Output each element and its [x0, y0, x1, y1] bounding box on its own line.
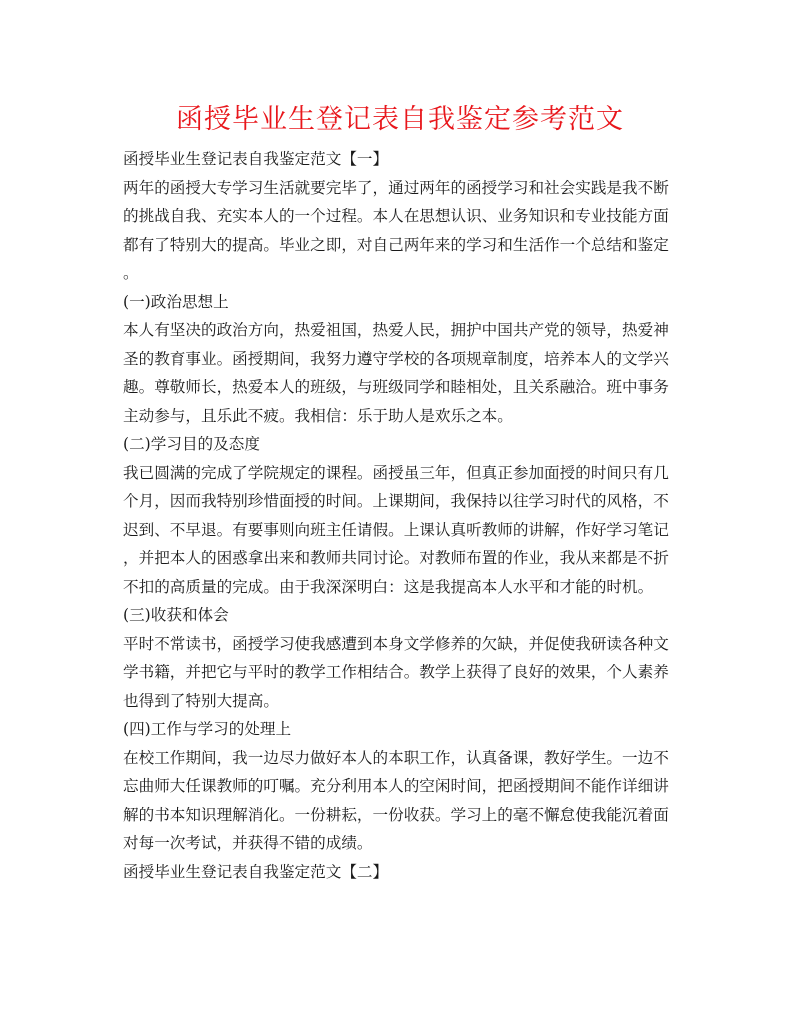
paragraph-line: 个月，因而我特别珍惜面授的时间。上课期间，我保持以往学习时代的风格，不 [123, 492, 669, 510]
paragraph-line: 两年的函授大专学习生活就要完毕了，通过两年的函授学习和社会实践是我不断 [123, 178, 669, 197]
subsection-heading-gains: (三)收获和体会 [123, 606, 229, 624]
document-title: 函授毕业生登记表自我鉴定参考范文 [176, 104, 624, 135]
paragraph-line: ，并把本人的困惑拿出来和教师共同讨论。对教师布置的作业，我从来都是不折 [123, 549, 669, 567]
subsection-heading-politics: (一)政治思想上 [123, 292, 229, 311]
paragraph-line: 学书籍，并把它与平时的教学工作相结合。教学上获得了良好的效果，个人素养 [123, 663, 669, 681]
paragraph-line: 平时不常读书，函授学习使我感遭到本身文学修养的欠缺，并促使我研读各种文 [123, 634, 669, 653]
section-heading-2: 函授毕业生登记表自我鉴定范文【二】 [123, 862, 389, 881]
paragraph-line: 的挑战自我、充实本人的一个过程。本人在思想认识、业务知识和专业技能方面 [123, 207, 669, 225]
paragraph-line: 。 [123, 264, 139, 282]
paragraph-line: 解的书本知识理解消化。一份耕耘，一份收获。学习上的毫不懈怠使我能沉着面 [123, 805, 669, 824]
paragraph-line: 不扣的高质量的完成。由于我深深明白：这是我提高本人水平和才能的时机。 [123, 577, 654, 596]
paragraph-line: 我已圆满的完成了学院规定的课程。函授虽三年，但真正参加面授的时间只有几 [123, 463, 669, 482]
paragraph-line: 忘曲师大任课教师的叮嘱。充分利用本人的空闲时间，把函授期间不能作详细讲 [123, 777, 669, 795]
document-body [123, 145, 679, 886]
paragraph-line: 对每一次考试，并获得不错的成绩。 [123, 834, 373, 852]
paragraph-line: 迟到、不早退。有要事则向班主任请假。上课认真听教师的讲解，作好学习笔记 [123, 520, 669, 539]
paragraph-line: 本人有坚决的政治方向，热爱祖国，热爱人民，拥护中国共产党的领导，热爱神 [123, 321, 669, 339]
subsection-heading-study: (二)学习目的及态度 [123, 435, 260, 453]
section-heading-1: 函授毕业生登记表自我鉴定范文【一】 [123, 150, 389, 168]
paragraph-line: 在校工作期间，我一边尽力做好本人的本职工作，认真备课，教好学生。一边不 [123, 748, 669, 767]
paragraph-line: 趣。尊敬师长，热爱本人的班级，与班级同学和睦相处，且关系融洽。班中事务 [123, 378, 669, 396]
paragraph-line: 主动参与，且乐此不疲。我相信：乐于助人是欢乐之本。 [123, 406, 513, 425]
subsection-heading-work: (四)工作与学习的处理上 [123, 720, 292, 738]
paragraph-line: 都有了特别大的提高。毕业之即，对自己两年来的学习和生活作一个总结和鉴定 [123, 235, 669, 254]
paragraph-line: 也得到了特别大提高。 [123, 691, 279, 710]
paragraph-line: 圣的教育事业。函授期间，我努力遵守学校的各项规章制度，培养本人的文学兴 [123, 349, 669, 368]
